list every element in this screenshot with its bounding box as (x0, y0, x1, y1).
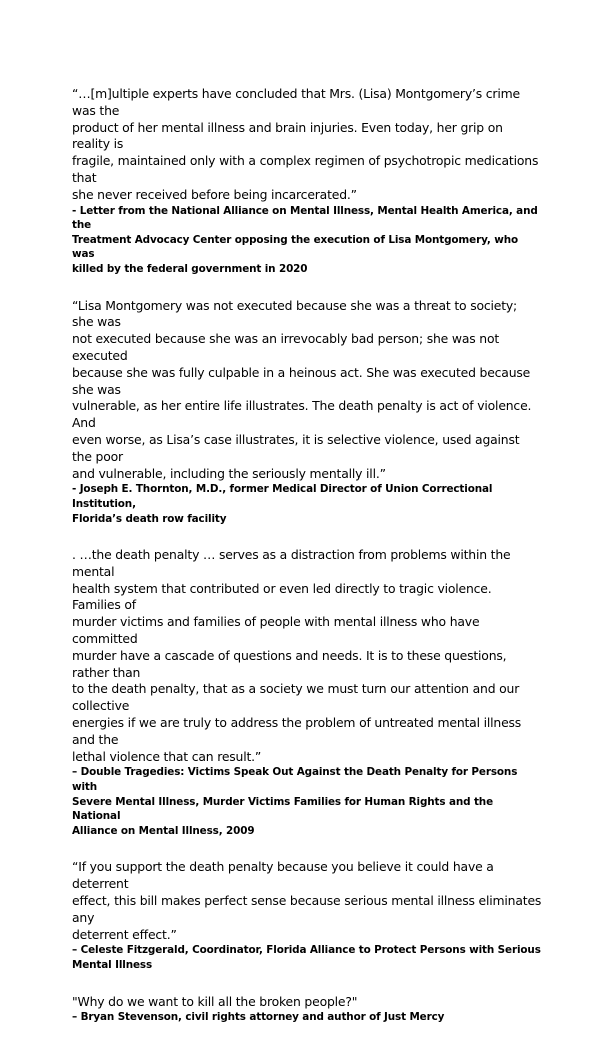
quote-block-stevenson (72, 994, 542, 1025)
quote-text: "Why do we want to kill all the broken people?" (72, 993, 358, 1009)
quote-text: “Lisa Montgomery was not executed because she was a threat to society; she was not executed because she was an irrevocably bad person; she was not executed because she was fully culpable in a heinous act. She was executed because she was vulnerable, as her entire life illustrates. The death penalty is act of violence. And even worse, as Lisa’s case illustrates, it is selective violence, used against the poor and vulnerable, including the seriously mentally ill.” (72, 297, 532, 481)
quote-attribution: – Double Tragedies: Victims Speak Out Against the Death Penalty for Persons with Severe Mental Illness, Murder Victims Families for Human Rights and the National Alliance on Mental Illness, 2009 (72, 766, 518, 837)
quote-block-fitzgerald (72, 859, 542, 972)
quote-text: . …the death penalty … serves as a distraction from problems within the mental health system that contributed or even led directly to tragic violence. Families of murder victims and families of people with mental illness who have committed murder have a cascade of questions and needs. It is to these questions, rather than to the death penalty, that as a society we must turn our attention and our collective energies if we are truly to address the problem of untreated mental illness and the lethal violence that can result.” (72, 547, 522, 764)
quote-attribution: - Letter from the National Alliance on Mental Illness, Mental Health America, and the Treatment Advocacy Center opposing the execution of Lisa Montgomery, who was killed by the federal government in 2020 (72, 204, 538, 275)
quote-attribution: – Celeste Fitzgerald, Coordinator, Florida Alliance to Protect Persons with Serious Mental Illness (72, 944, 541, 971)
quote-block-thornton (72, 298, 542, 527)
document-page (72, 86, 542, 1046)
quote-text: “If you support the death penalty because you believe it could have a deterrent effect, this bill makes perfect sense because serious mental illness eliminates any deterrent effect.” (72, 859, 542, 942)
quote-text: “…[m]ultiple experts have concluded that Mrs. (Lisa) Montgomery’s crime was the product of her mental illness and brain injuries. Even today, her grip on reality is fragile, maintained only with a complex regimen of psychotropic medications that she never received before being incarcerated.” (72, 86, 539, 202)
quote-attribution: - Joseph E. Thornton, M.D., former Medical Director of Union Correctional Institution, Florida’s death row facility (72, 483, 493, 525)
quote-block-nami-letter (72, 86, 542, 277)
quote-block-double-tragedies (72, 547, 542, 838)
quote-attribution: – Bryan Stevenson, civil rights attorney and author of Just Mercy (72, 1011, 445, 1024)
